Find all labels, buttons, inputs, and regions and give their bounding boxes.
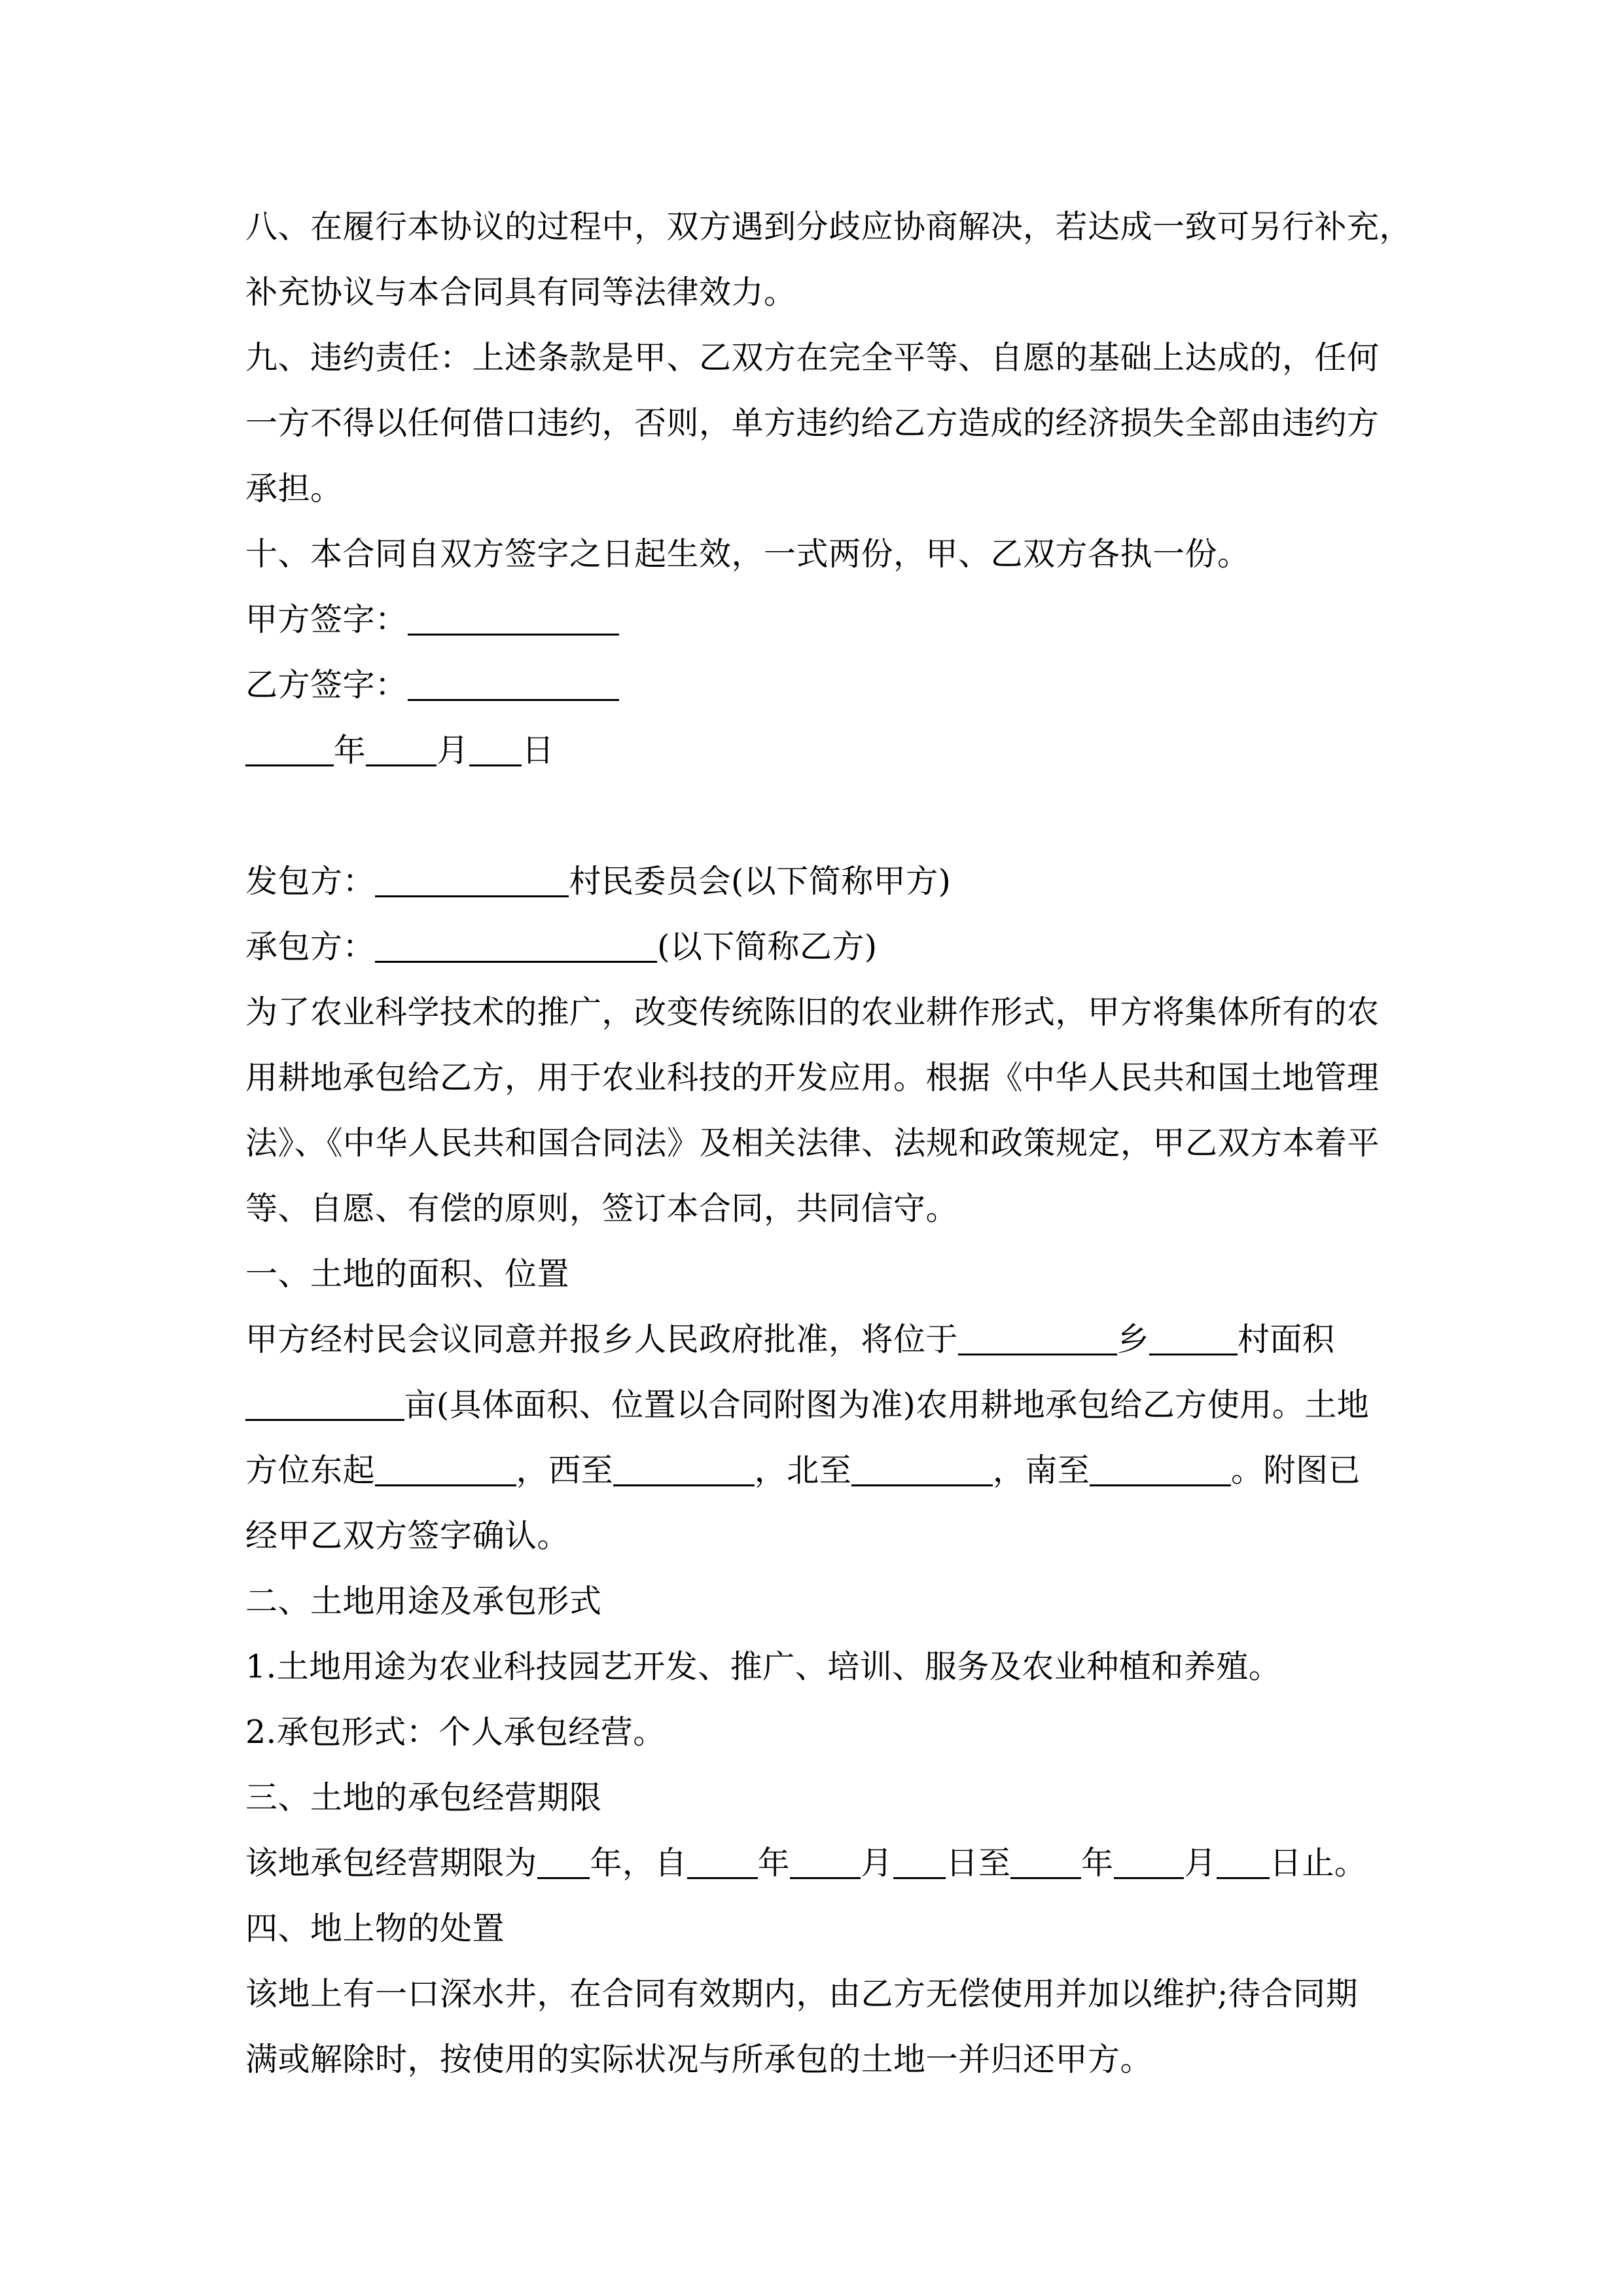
fill-in-blank-underline bbox=[375, 893, 569, 897]
document-line: 三、土地的承包经营期限 bbox=[245, 1779, 602, 1816]
fill-in-blank-underline bbox=[613, 1482, 755, 1486]
document-line: 1.土地用途为农业科技园艺开发、推广、培训、服务及农业种植和养殖。 bbox=[245, 1648, 1281, 1685]
document-line: 一方不得以任何借口违约，否则，单方违约给乙方造成的经济损失全部由违约方 bbox=[245, 404, 1380, 442]
fill-in-blank-underline bbox=[893, 1875, 946, 1879]
document-line: 发包方： 村民委员会(以下简称甲方) bbox=[245, 863, 952, 900]
document-line: 乙方签字： bbox=[245, 653, 1423, 718]
fill-in-blank-underline bbox=[1010, 1875, 1081, 1879]
document-line: 年 月 日 bbox=[245, 718, 1423, 783]
fill-in-blank-underline bbox=[537, 1875, 590, 1879]
document-line: 经甲乙双方签字确认。 bbox=[245, 1517, 570, 1554]
document-line: 一、土地的面积、位置 bbox=[245, 1255, 570, 1293]
fill-in-blank-underline bbox=[408, 697, 619, 701]
document-line: 2.承包形式：个人承包经营。 bbox=[245, 1713, 666, 1751]
fill-in-blank-underline bbox=[245, 1417, 404, 1421]
document-line: 四、地上物的处置 bbox=[245, 1910, 505, 1947]
fill-in-blank-underline bbox=[1149, 1352, 1238, 1355]
fill-in-blank-underline bbox=[375, 959, 657, 963]
fill-in-blank-underline bbox=[1217, 1875, 1270, 1879]
document-line: 满或解除时，按使用的实际状况与所承包的土地一并归还甲方。 bbox=[245, 2041, 1153, 2078]
document-line: 为了农业科学技术的推广，改变传统陈旧的农业耕作形式，甲方将集体所有的农 bbox=[245, 994, 1380, 1031]
fill-in-blank-underline bbox=[687, 1875, 758, 1879]
document-line: 甲方签字： bbox=[245, 587, 1423, 653]
document-line: 用耕地承包给乙方，用于农业科技的开发应用。根据《中华人民共和国土地管理 bbox=[245, 1059, 1380, 1096]
document-line: 该地承包经营期限为 年，自 年 月 日至 年 月 日止。 bbox=[245, 1844, 1367, 1882]
fill-in-blank-underline bbox=[1090, 1482, 1231, 1486]
fill-in-blank-underline bbox=[366, 762, 437, 766]
fill-in-blank-underline bbox=[408, 632, 619, 636]
document-line bbox=[245, 783, 1423, 849]
document-line: 承包方： (以下简称乙方) bbox=[245, 928, 878, 965]
document-line: 十、本合同自双方签字之日起生效，一式两份，甲、乙双方各执一份。 bbox=[245, 535, 1250, 573]
fill-in-blank-underline bbox=[375, 1482, 516, 1486]
document-line: 亩(具体面积、位置以合同附图为准)农用耕地承包给乙方使用。土地 bbox=[245, 1372, 1423, 1438]
document-body bbox=[245, 194, 1423, 2092]
document-line: 八、在履行本协议的过程中，双方遇到分歧应协商解决，若达成一致可另行补充， bbox=[245, 208, 1412, 245]
fill-in-blank-underline bbox=[469, 762, 522, 766]
document-line: 九、违约责任：上述条款是甲、乙双方在完全平等、自愿的基础上达成的，任何 bbox=[245, 339, 1380, 376]
document-line: 补充协议与本合同具有同等法律效力。 bbox=[245, 274, 796, 311]
document-line: 甲方经村民会议同意并报乡人民政府批准，将位于 乡 村面积 bbox=[245, 1321, 1335, 1358]
document-line: 二、土地用途及承包形式 bbox=[245, 1583, 602, 1620]
fill-in-blank-underline bbox=[851, 1482, 993, 1486]
document-line: 法》、《中华人民共和国合同法》及相关法律、法规和政策规定，甲乙双方本着平 bbox=[245, 1124, 1380, 1162]
fill-in-blank-underline bbox=[958, 1352, 1117, 1355]
document-line: 该地上有一口深水井，在合同有效期内，由乙方无偿使用并加以维护;待合同期 bbox=[245, 1975, 1359, 2013]
document-line: 等、自愿、有偿的原则，签订本合同，共同信守。 bbox=[245, 1190, 959, 1227]
document-line: 承担。 bbox=[245, 470, 343, 507]
fill-in-blank-underline bbox=[790, 1875, 861, 1879]
fill-in-blank-underline bbox=[1114, 1875, 1185, 1879]
fill-in-blank-underline bbox=[245, 762, 334, 766]
document-line: 方位东起 ，西至 ，北至 ，南至 。附图已 bbox=[245, 1452, 1361, 1489]
